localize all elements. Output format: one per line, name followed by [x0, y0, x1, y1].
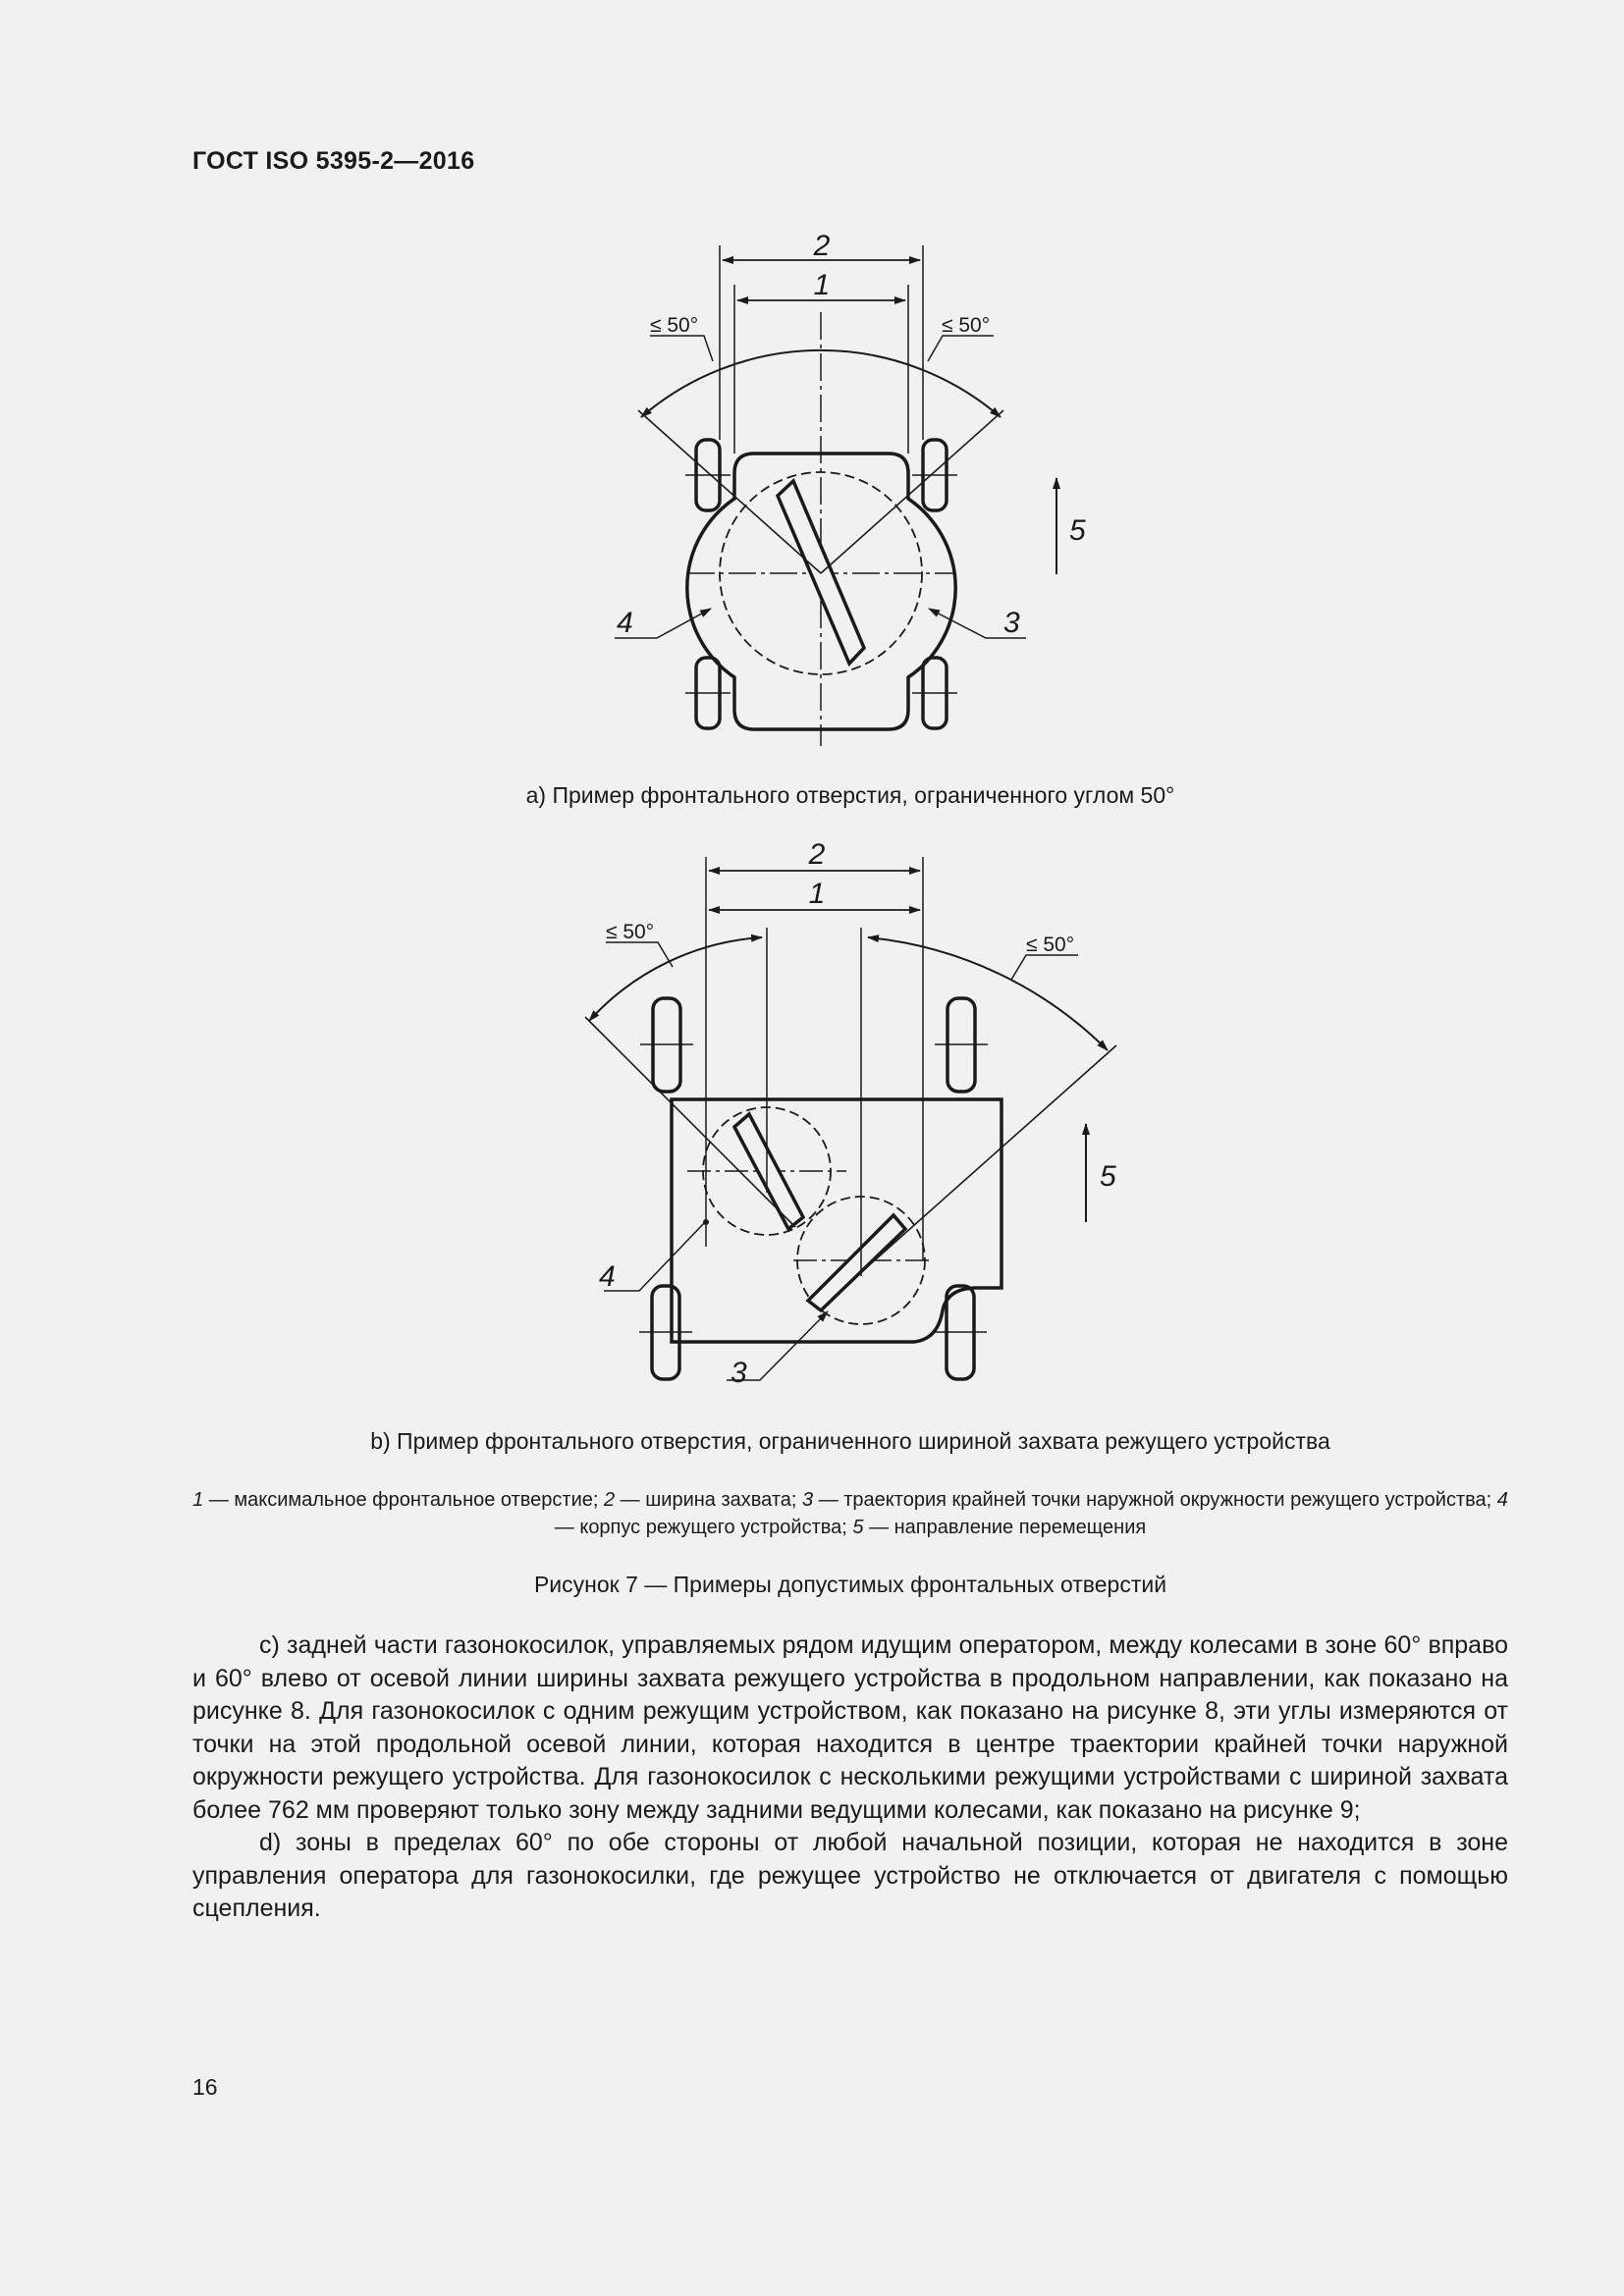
fig-a-label-5: 5 [1069, 514, 1086, 547]
legend-num-4: 4 [1496, 1489, 1508, 1511]
fig-a-angle-right: ≤ 50° [942, 314, 991, 337]
legend-text-4: — корпус режущего устройства; [554, 1517, 853, 1538]
fig-a-angle-left: ≤ 50° [650, 314, 699, 337]
fig-b-angle-right: ≤ 50° [1026, 934, 1075, 956]
fig-b-label-3: 3 [731, 1357, 747, 1389]
fig-b-angle-left: ≤ 50° [606, 921, 655, 943]
figure-title: Рисунок 7 — Примеры допустимых фронтальных отверстий [533, 1572, 1167, 1597]
document-header: ГОСТ ISO 5395-2—2016 [192, 147, 475, 175]
legend-text-3: — траектория крайней точки наружной окружности режущего устройства; [813, 1489, 1497, 1511]
legend-num-1: 1 [192, 1489, 204, 1511]
figure-b [0, 829, 1624, 1404]
page-number: 16 [192, 2074, 218, 2100]
legend-text-1: — максимальное фронтальное отверстие; [203, 1489, 604, 1511]
blade-b-right [808, 1215, 905, 1310]
legend-num-2: 2 [603, 1489, 616, 1511]
fig-b-label-4: 4 [599, 1260, 616, 1293]
fig-b-label-2: 2 [808, 838, 826, 871]
paragraph-d: d) зоны в пределах 60° по обе стороны от любой начальной позиции, которая не находится в зоне управления оператора для газонокосилки, где режущее устройство не отключается от двигателя с помощью сцепления. [192, 1829, 1508, 1922]
fig-a-label-4: 4 [617, 607, 633, 639]
body-text [192, 1629, 1508, 1926]
figure-b-drawing [0, 829, 1624, 1404]
legend-num-3: 3 [802, 1489, 814, 1511]
mower-body-b [672, 1099, 1001, 1342]
fig-a-label-3: 3 [1003, 607, 1020, 639]
legend-text-5: — направление перемещения [863, 1517, 1147, 1538]
figure-a-drawing [0, 216, 1624, 746]
figure-a [0, 216, 1624, 746]
fig-b-label-1: 1 [808, 878, 826, 910]
fig-a-label-2: 2 [813, 230, 831, 262]
figure-b-caption: b) Пример фронтального отверстия, ограниченного шириной захвата режущего устройства [370, 1428, 1330, 1454]
legend-num-5: 5 [852, 1517, 864, 1538]
legend-text-2: — ширина захвата; [615, 1489, 803, 1511]
figure-legend [192, 1486, 1508, 1541]
fig-a-label-1: 1 [813, 269, 831, 301]
figure-a-caption: а) Пример фронтального отверстия, ограниченного углом 50° [525, 782, 1175, 808]
fig-b-label-5: 5 [1100, 1160, 1116, 1193]
paragraph-c: с) задней части газонокосилок, управляемых рядом идущим оператором, между колесами в зоне 60° вправо и 60° влево от осевой линии ширины захвата режущего устройства в продольном направлении, как показано на рисунке 8. Для газонокосилок с одним режущим устройством, как показано на рисунке 8, эти углы измеряются от точки на этой продольной осевой линии, которая находится в центре траектории крайней точки наружной окружности режущего устройства. Для газонокосилок с несколькими режущими устройствами с шириной захвата более 762 мм проверяют только зону между задними ведущими колесами, как показано на рисунке 9; [192, 1631, 1508, 1824]
